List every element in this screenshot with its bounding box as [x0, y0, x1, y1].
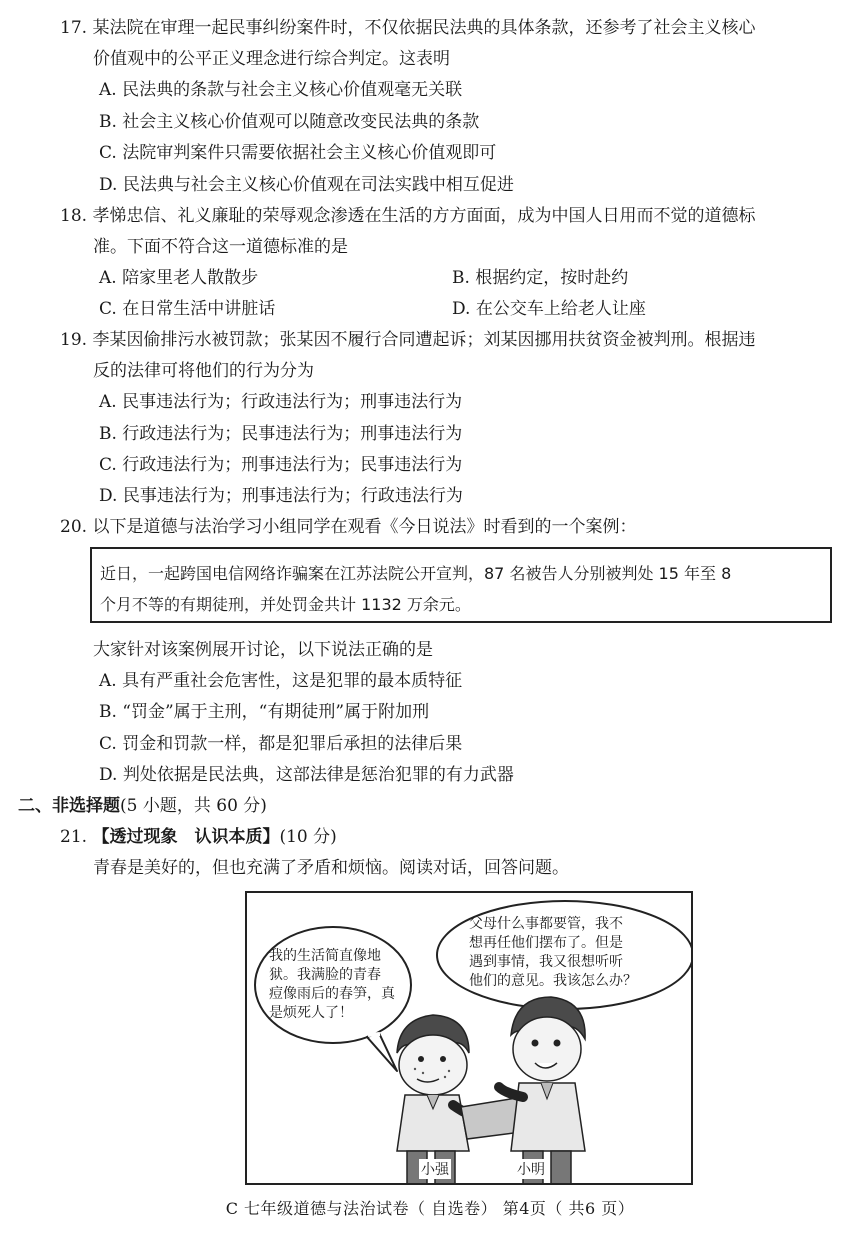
q18-stem-line1: 18. 孝悌忠信、礼义廉耻的荣辱观念渗透在生活的方方面面，成为中国人日用而不觉的道德标: [60, 206, 756, 226]
q20-option-a: A. 具有严重社会危害性，这是犯罪的最本质特征: [99, 671, 463, 691]
name-label-xiaoming: 小明: [515, 1159, 547, 1179]
q17-option-b: B. 社会主义核心价值观可以随意改变民法典的条款: [99, 112, 480, 132]
left-bubble-line: 痘像雨后的春笋，真: [269, 986, 395, 1002]
q19-stem-line2: 反的法律可将他们的行为分为: [93, 361, 314, 381]
q19-option-d: D. 民事违法行为；刑事违法行为；行政违法行为: [99, 486, 463, 506]
right-bubble-line: 遇到事情，我又很想听听: [469, 954, 623, 970]
q20-stem: 20. 以下是道德与法治学习小组同学在观看《今日说法》时看到的一个案例：: [60, 517, 637, 537]
left-bubble-line: 是烦死人了！: [269, 1005, 353, 1021]
case-box-line2: 个月不等的有期徒刑，并处罚金共计 1132 万余元。: [100, 595, 471, 614]
q21-number: 21.: [60, 827, 88, 847]
left-bubble-text: [269, 947, 409, 1023]
section-2-title: 二、非选择题: [18, 796, 120, 816]
q17-option-d: D. 民法典与社会主义核心价值观在司法实践中相互促进: [99, 175, 514, 195]
q21-heading: [60, 826, 337, 848]
right-bubble-line: 他们的意见。我该怎么办？: [469, 973, 637, 989]
q21-score: (10 分): [279, 827, 337, 847]
section-2-heading: [18, 795, 267, 817]
q18-option-d: D. 在公交车上给老人让座: [452, 299, 646, 319]
q17-option-c: C. 法院审判案件只需要依据社会主义核心价值观即可: [99, 143, 497, 163]
q18-option-a: A. 陪家里老人散散步: [99, 268, 259, 288]
q17-stem-line2: 价值观中的公平正义理念进行综合判定。这表明: [93, 49, 450, 69]
q20-prompt: 大家针对该案例展开讨论，以下说法正确的是: [93, 640, 433, 660]
left-bubble-line: 我的生活简直像地: [269, 948, 381, 964]
right-bubble-text: [469, 915, 669, 991]
q19-option-b: B. 行政违法行为；民事违法行为；刑事违法行为: [99, 424, 463, 444]
q20-option-d: D. 判处依据是民法典，这部法律是惩治犯罪的有力武器: [99, 765, 514, 785]
case-box: [90, 547, 832, 623]
q21-intro: 青春是美好的，但也充满了矛盾和烦恼。阅读对话，回答问题。: [93, 858, 569, 878]
right-bubble-line: 父母什么事都要管，我不: [469, 916, 623, 932]
case-box-line1: 近日，一起跨国电信网络诈骗案在江苏法院公开宣判，87 名被告人分别被判处 15 年至 8: [100, 564, 732, 583]
q18-stem-line2: 准。下面不符合这一道德标准的是: [93, 237, 348, 257]
q18-option-b: B. 根据约定，按时赴约: [452, 268, 629, 288]
q17-option-a: A. 民法典的条款与社会主义核心价值观毫无关联: [99, 80, 463, 100]
boy-xiaoming-figure: [499, 997, 585, 1185]
q19-option-a: A. 民事违法行为；行政违法行为；刑事违法行为: [99, 392, 463, 412]
q19-option-c: C. 行政违法行为；刑事违法行为；民事违法行为: [99, 455, 463, 475]
right-bubble-line: 想再任他们摆布了。但是: [469, 935, 623, 951]
q21-title: 【透过现象 认识本质】: [92, 827, 280, 847]
page-footer: C 七年级道德与法治试卷（ 自选卷） 第4页（ 共6 页）: [225, 1199, 635, 1218]
left-bubble-line: 狱。我满脸的青春: [269, 967, 381, 983]
q20-option-c: C. 罚金和罚款一样，都是犯罪后承担的法律后果: [99, 734, 463, 754]
q18-option-c: C. 在日常生活中讲脏话: [99, 299, 276, 319]
section-2-score: (5 小题，共 60 分): [120, 796, 267, 816]
comic-illustration: [245, 891, 693, 1185]
q19-stem-line1: 19. 李某因偷排污水被罚款；张某因不履行合同遭起诉；刘某因挪用扶贫资金被判刑。根据违: [60, 330, 756, 350]
name-label-xiaoqiang: 小强: [419, 1159, 451, 1179]
q20-option-b: B. “罚金”属于主刑，“有期徒刑”属于附加刑: [99, 702, 430, 722]
q17-stem-line1: 17. 某法院在审理一起民事纠纷案件时，不仅依据民法典的具体条款，还参考了社会主义核心: [60, 18, 756, 38]
